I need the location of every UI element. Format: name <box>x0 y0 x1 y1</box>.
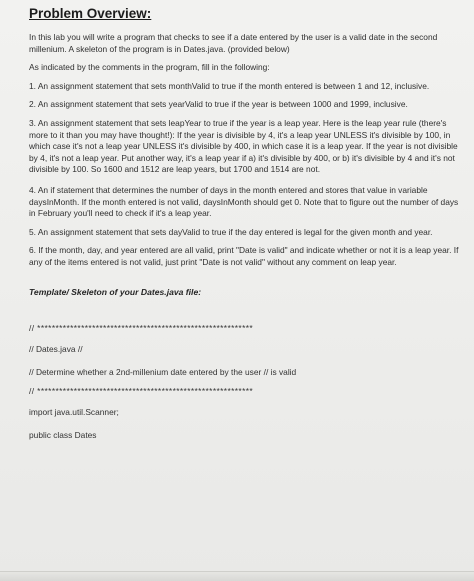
item-2: 2. An assignment statement that sets yearValid to true if the year is between 1000 and 1999, inclusive. <box>29 99 408 110</box>
code-stars-bottom: // *********************************************************** <box>29 385 254 396</box>
page-bottom-edge <box>0 571 474 581</box>
item-5: 5. An assignment statement that sets dayValid to true if the day entered is legal for the given month and year. <box>29 226 433 237</box>
item-4: 4. An if statement that determines the number of days in the month entered and stores that value in variable daysInMonth. If the month entered is not valid, daysInMonth should get 0. Note that to figure out the number of days in February you'll need to check if it's a leap year. <box>29 184 459 219</box>
code-stars-top: // *********************************************************** <box>29 322 254 333</box>
instruction-paragraph: As indicated by the comments in the program, fill in the following: <box>29 62 270 73</box>
code-import-line: import java.util.Scanner; <box>29 406 119 417</box>
intro-paragraph: In this lab you will write a program that checks to see if a date entered by the user is a valid date in the second millenium. A skeleton of the program is in Dates.java. (provided below) <box>29 32 438 54</box>
code-file-comment: // Dates.java // <box>29 343 83 354</box>
page-title: Problem Overview: <box>29 6 152 21</box>
template-heading: Template/ Skeleton of your Dates.java file: <box>29 286 202 297</box>
item-3: 3. An assignment statement that sets leapYear to true if the year is a leap year. Here is the leap year rule (there's more to it than you may have thought!): If the year is divisible by 4, it's a leap year UNLESS it's divisible by 100, in which case it's not a leap year UNLESS it's divisible by 400, in which case it is a leap year. If the year is not divisible by 4, it's not a leap year. Put another way, it's a leap year if a) it's divisible by 400, or b) it's divisible by 4 and it's not divisible by 100. So 1600 and 1512 are leap years, but 1700 and 1514 are not. <box>29 117 458 175</box>
code-class-line: public class Dates <box>29 429 97 440</box>
item-1: 1. An assignment statement that sets monthValid to true if the month entered is between 1 and 12, inclusive. <box>29 80 430 91</box>
code-purpose-comment: // Determine whether a 2nd-millenium date entered by the user // is valid <box>29 366 297 377</box>
item-6: 6. If the month, day, and year entered are all valid, print "Date is valid" and indicate whether or not it is a leap year. If any of the items entered is not valid, just print "Date is not valid" without any comment on leap year. <box>29 245 459 267</box>
